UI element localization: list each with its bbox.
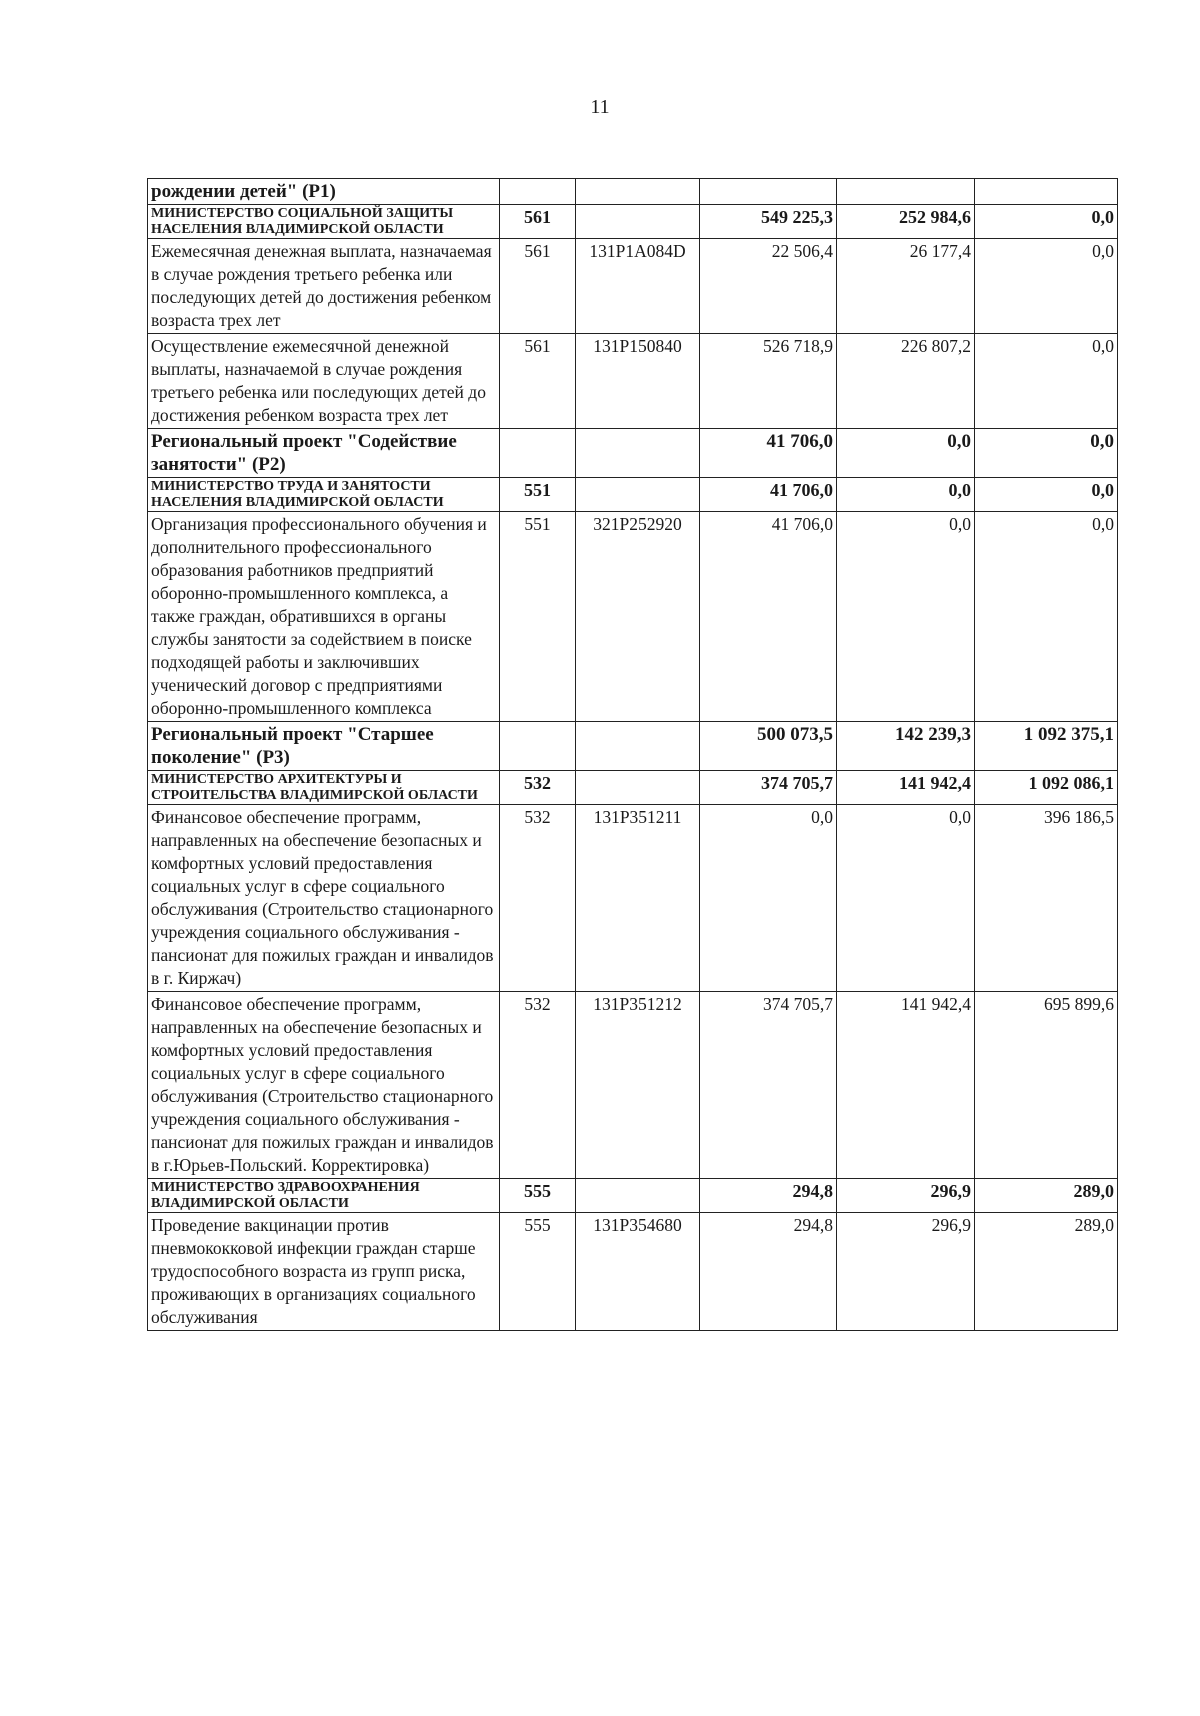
row-amount-year3-cell: 0,0	[975, 512, 1118, 722]
row-department-code-cell: 532	[500, 805, 576, 992]
project-row	[148, 429, 1118, 478]
item-row	[148, 805, 1118, 992]
row-amount-year1-cell: 500 073,5	[700, 722, 837, 771]
item-row	[148, 239, 1118, 334]
row-name-cell: МИНИСТЕРСТВО ТРУДА И ЗАНЯТОСТИ НАСЕЛЕНИЯ ВЛАДИМИРСКОЙ ОБЛАСТИ	[148, 478, 500, 512]
row-amount-year2-cell: 296,9	[837, 1179, 975, 1213]
row-department-code-cell: 532	[500, 771, 576, 805]
item-row	[148, 512, 1118, 722]
row-department-code-cell	[500, 179, 576, 205]
ministry-row	[148, 1179, 1118, 1213]
row-department-code-cell: 561	[500, 239, 576, 334]
row-amount-year3-cell: 396 186,5	[975, 805, 1118, 992]
row-target-article-cell	[576, 429, 700, 478]
row-amount-year1-cell: 0,0	[700, 805, 837, 992]
row-target-article-cell: 131P351211	[576, 805, 700, 992]
row-amount-year3-cell: 1 092 086,1	[975, 771, 1118, 805]
row-amount-year1-cell: 374 705,7	[700, 771, 837, 805]
row-target-article-cell: 131P351212	[576, 992, 700, 1179]
row-target-article-cell	[576, 1179, 700, 1213]
row-department-code-cell: 561	[500, 205, 576, 239]
row-name-cell: Ежемесячная денежная выплата, назначаемая в случае рождения третьего ребенка или последующих детей до достижения ребенком возраста трех лет	[148, 239, 500, 334]
row-target-article-cell: 131P1A084D	[576, 239, 700, 334]
row-name-cell: МИНИСТЕРСТВО СОЦИАЛЬНОЙ ЗАЩИТЫ НАСЕЛЕНИЯ ВЛАДИМИРСКОЙ ОБЛАСТИ	[148, 205, 500, 239]
budget-table-body	[148, 179, 1118, 1331]
page-number: 11	[590, 96, 610, 118]
ministry-row	[148, 771, 1118, 805]
row-amount-year2-cell: 0,0	[837, 512, 975, 722]
item-row	[148, 1213, 1118, 1331]
row-target-article-cell	[576, 179, 700, 205]
row-department-code-cell: 551	[500, 512, 576, 722]
row-amount-year2-cell: 0,0	[837, 429, 975, 478]
row-amount-year1-cell: 41 706,0	[700, 478, 837, 512]
row-target-article-cell	[576, 205, 700, 239]
row-name-cell: рождении детей" (P1)	[148, 179, 500, 205]
row-amount-year3-cell: 1 092 375,1	[975, 722, 1118, 771]
row-amount-year2-cell: 226 807,2	[837, 334, 975, 429]
row-amount-year1-cell: 294,8	[700, 1179, 837, 1213]
row-department-code-cell: 532	[500, 992, 576, 1179]
row-amount-year1-cell: 41 706,0	[700, 429, 837, 478]
row-amount-year3-cell: 289,0	[975, 1179, 1118, 1213]
row-name-cell: МИНИСТЕРСТВО АРХИТЕКТУРЫ И СТРОИТЕЛЬСТВА ВЛАДИМИРСКОЙ ОБЛАСТИ	[148, 771, 500, 805]
row-amount-year1-cell: 374 705,7	[700, 992, 837, 1179]
project-row	[148, 722, 1118, 771]
row-department-code-cell: 551	[500, 478, 576, 512]
row-amount-year1-cell: 22 506,4	[700, 239, 837, 334]
row-name-cell: МИНИСТЕРСТВО ЗДРАВООХРАНЕНИЯ ВЛАДИМИРСКОЙ ОБЛАСТИ	[148, 1179, 500, 1213]
ministry-row	[148, 478, 1118, 512]
row-name-cell: Осуществление ежемесячной денежной выплаты, назначаемой в случае рождения третьего ребенка или последующих детей до достижения ребенком возраста трех лет	[148, 334, 500, 429]
row-amount-year2-cell	[837, 179, 975, 205]
item-row	[148, 992, 1118, 1179]
project-row	[148, 179, 1118, 205]
row-department-code-cell	[500, 722, 576, 771]
row-amount-year2-cell: 26 177,4	[837, 239, 975, 334]
row-amount-year3-cell: 0,0	[975, 239, 1118, 334]
row-amount-year2-cell: 252 984,6	[837, 205, 975, 239]
budget-table	[147, 178, 1118, 1331]
row-target-article-cell: 131P354680	[576, 1213, 700, 1331]
row-amount-year2-cell: 296,9	[837, 1213, 975, 1331]
row-amount-year3-cell: 0,0	[975, 205, 1118, 239]
row-target-article-cell	[576, 478, 700, 512]
row-department-code-cell: 555	[500, 1213, 576, 1331]
row-name-cell: Организация профессионального обучения и дополнительного профессионального образования работников предприятий оборонно-промышленного комплекса, а также граждан, обратившихся в органы службы занятости за содействием в поиске подходящей работы и заключивших ученический договор с предприятиями оборонно-промышленного комплекса	[148, 512, 500, 722]
row-name-cell: Региональный проект "Старшее поколение" (P3)	[148, 722, 500, 771]
row-target-article-cell: 131P150840	[576, 334, 700, 429]
row-department-code-cell: 555	[500, 1179, 576, 1213]
row-target-article-cell	[576, 771, 700, 805]
row-amount-year1-cell: 294,8	[700, 1213, 837, 1331]
row-amount-year3-cell: 0,0	[975, 334, 1118, 429]
row-target-article-cell: 321P252920	[576, 512, 700, 722]
ministry-row	[148, 205, 1118, 239]
row-amount-year2-cell: 0,0	[837, 478, 975, 512]
row-amount-year2-cell: 142 239,3	[837, 722, 975, 771]
row-amount-year2-cell: 0,0	[837, 805, 975, 992]
row-amount-year3-cell: 0,0	[975, 429, 1118, 478]
row-amount-year1-cell: 549 225,3	[700, 205, 837, 239]
row-target-article-cell	[576, 722, 700, 771]
row-name-cell: Проведение вакцинации против пневмококковой инфекции граждан старше трудоспособного возраста из групп риска, проживающих в организациях социального обслуживания	[148, 1213, 500, 1331]
row-amount-year1-cell: 41 706,0	[700, 512, 837, 722]
row-department-code-cell: 561	[500, 334, 576, 429]
row-amount-year3-cell: 289,0	[975, 1213, 1118, 1331]
row-amount-year1-cell: 526 718,9	[700, 334, 837, 429]
item-row	[148, 334, 1118, 429]
row-amount-year2-cell: 141 942,4	[837, 771, 975, 805]
row-amount-year3-cell	[975, 179, 1118, 205]
row-name-cell: Финансовое обеспечение программ, направленных на обеспечение безопасных и комфортных условий предоставления социальных услуг в сфере социального обслуживания (Строительство стационарного учреждения социального обслуживания - пансионат для пожилых граждан и инвалидов в г. Киржач)	[148, 805, 500, 992]
row-name-cell: Региональный проект "Содействие занятости" (P2)	[148, 429, 500, 478]
row-name-cell: Финансовое обеспечение программ, направленных на обеспечение безопасных и комфортных условий предоставления социальных услуг в сфере социального обслуживания (Строительство стационарного учреждения социального обслуживания - пансионат для пожилых граждан и инвалидов в г.Юрьев-Польский. Корректировка)	[148, 992, 500, 1179]
row-amount-year2-cell: 141 942,4	[837, 992, 975, 1179]
row-department-code-cell	[500, 429, 576, 478]
row-amount-year3-cell: 695 899,6	[975, 992, 1118, 1179]
row-amount-year1-cell	[700, 179, 837, 205]
row-amount-year3-cell: 0,0	[975, 478, 1118, 512]
